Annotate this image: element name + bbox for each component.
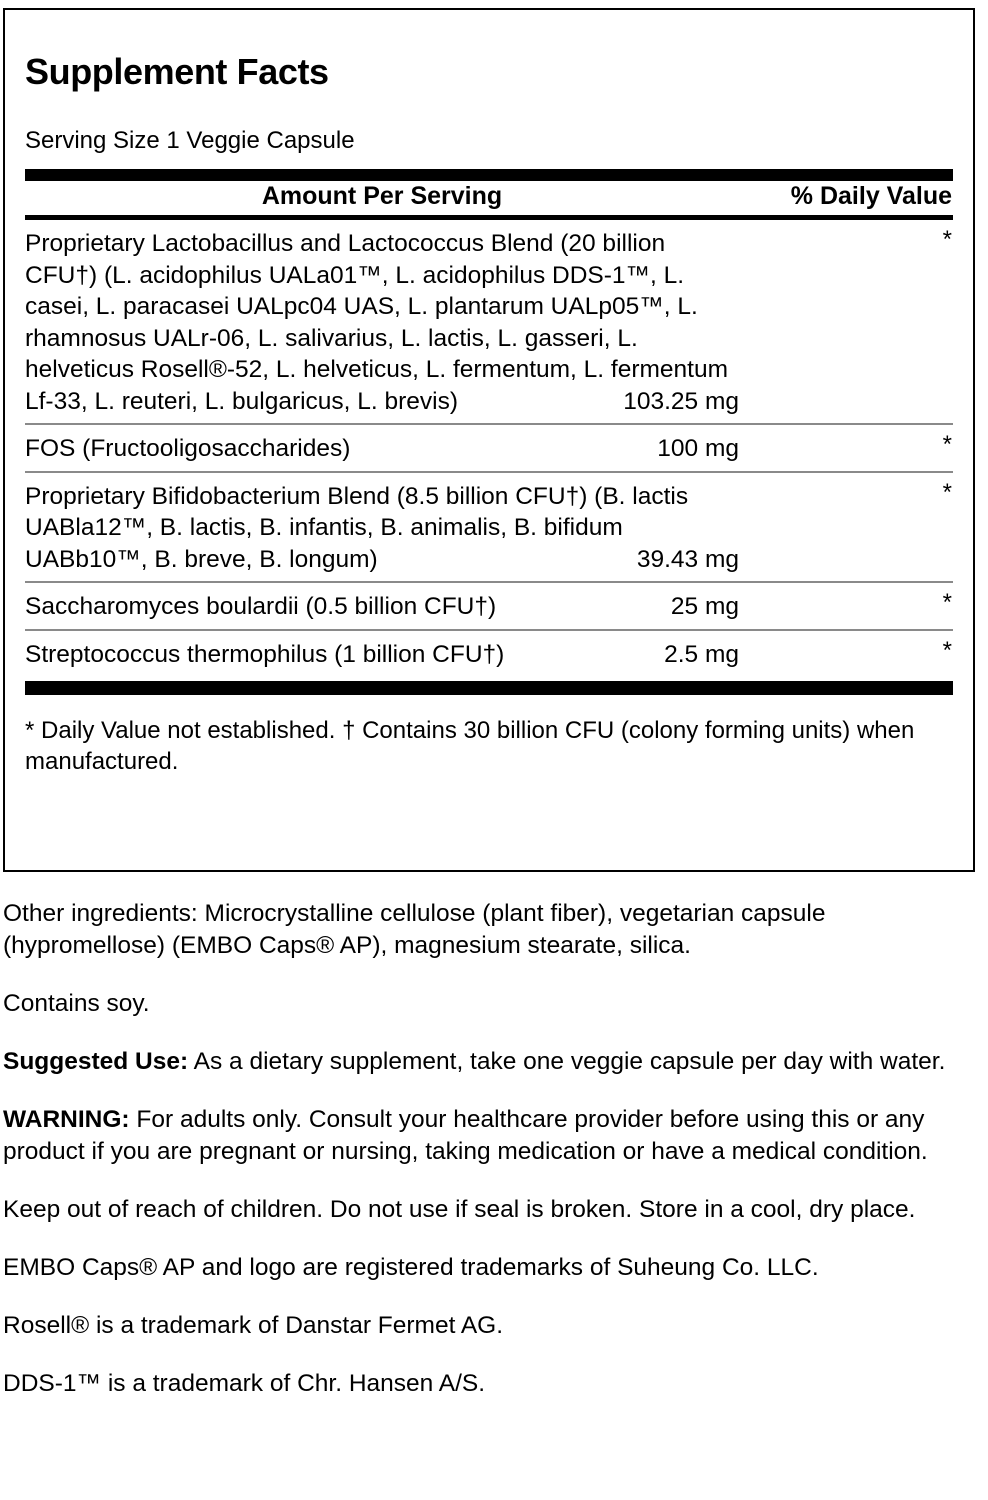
ingredient-amount: 103.25 mg: [623, 387, 739, 415]
ingredient-daily-value: *: [942, 589, 952, 616]
column-header-amount: Amount Per Serving: [261, 182, 503, 210]
ingredient-name: Streptococcus thermophilus (1 billion CFU†): [25, 640, 505, 668]
label-body-copy: [3, 898, 953, 1426]
trademark-rosell-paragraph: Rosell® is a trademark of Danstar Fermet AG.: [3, 1312, 504, 1339]
divider-thick-bottom: [25, 681, 953, 695]
trademark-dds-paragraph: DDS-1™ is a trademark of Chr. Hansen A/S.: [3, 1370, 486, 1397]
contains-paragraph: Contains soy.: [3, 990, 150, 1017]
footnote-text: * Daily Value not established. † Contains 30 billion CFU (colony forming units) when manufactured.: [25, 717, 915, 775]
ingredient-amount: 39.43 mg: [636, 545, 739, 573]
other-ingredients-paragraph: Other ingredients: Microcrystalline cellulose (plant fiber), vegetarian capsule (hypromellose) (EMBO Caps® AP), magnesium stearate, silica.: [3, 900, 826, 959]
suggested-use-paragraph: [3, 1046, 953, 1078]
table-row: [25, 220, 953, 423]
table-header-row: [25, 181, 953, 212]
warning-paragraph: [3, 1104, 953, 1168]
ingredient-daily-value: *: [942, 431, 952, 458]
table-row: [25, 583, 953, 629]
supplement-facts-panel: [3, 8, 975, 872]
ingredient-line: [25, 433, 739, 465]
ingredient-line: [25, 228, 739, 417]
ingredient-daily-value: *: [942, 636, 952, 664]
ingredient-name: Proprietary Bifidobacterium Blend (8.5 billion CFU†) (B. lactis UABla12™, B. lactis, B. infantis, B. animalis, B. bifidum UABb10™, B. breve, B. longum): [25, 482, 689, 573]
storage-paragraph: Keep out of reach of children. Do not use if seal is broken. Store in a cool, dry place.: [3, 1196, 916, 1223]
table-row: [25, 631, 953, 677]
divider-thick-top: [25, 169, 953, 181]
table-row: [25, 473, 953, 582]
page-title: Supplement Facts: [25, 51, 329, 92]
column-header-daily-value: % Daily Value: [790, 182, 952, 210]
warning-label: WARNING:: [3, 1106, 130, 1133]
ingredient-amount: 2.5 mg: [664, 640, 739, 668]
ingredient-line: [25, 639, 739, 671]
ingredient-daily-value: *: [942, 478, 952, 506]
ingredient-amount: 100 mg: [657, 435, 739, 462]
serving-size-text: Serving Size 1 Veggie Capsule: [25, 127, 355, 154]
ingredient-amount: 25 mg: [670, 593, 739, 620]
suggested-use-label: Suggested Use:: [3, 1048, 189, 1075]
ingredient-name: Proprietary Lactobacillus and Lactococcus Blend (20 billion CFU†) (L. acidophilus UALa01™, L. acidophilus DDS-1™, L. casei, L. paracasei UALpc04 UAS, L. plantarum UALp05™, L. rhamnosus UALr-06, L. salivarius, L. lactis, L. gasseri, L. helveticus Rosell®-52, L. helveticus, L. fermentum, L. fermentum Lf-33, L. reuteri, L. bulgaricus, L. brevis): [25, 230, 728, 415]
ingredient-daily-value: *: [942, 226, 952, 253]
ingredient-line: [25, 481, 739, 576]
trademark-embo-paragraph: EMBO Caps® AP and logo are registered trademarks of Suheung Co. LLC.: [3, 1254, 819, 1281]
table-row: [25, 425, 953, 471]
ingredient-name: FOS (Fructooligosaccharides): [25, 435, 351, 462]
ingredient-name: Saccharomyces boulardii (0.5 billion CFU†): [25, 593, 497, 620]
ingredient-line: [25, 591, 739, 623]
warning-text: For adults only. Consult your healthcare provider before using this or any product if you are pregnant or nursing, taking medication or have a medical condition.: [3, 1106, 928, 1165]
suggested-use-text: As a dietary supplement, take one veggie capsule per day with water.: [188, 1048, 946, 1075]
